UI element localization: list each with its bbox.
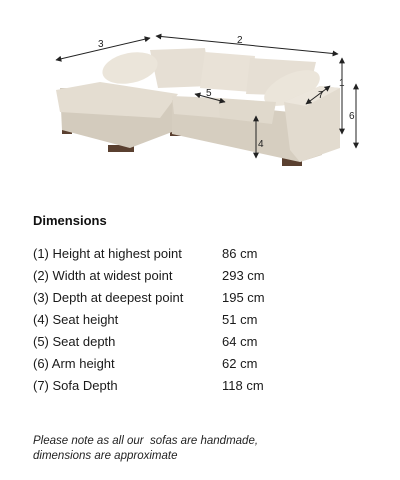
dimension-label: (4) Seat height bbox=[33, 312, 119, 327]
dimension-label: (6) Arm height bbox=[33, 356, 115, 371]
dimension-value: 62 cm bbox=[222, 356, 258, 371]
dimension-label: (1) Height at highest point bbox=[33, 246, 182, 261]
dimension-label: (5) Seat depth bbox=[33, 334, 116, 349]
back-cushion bbox=[200, 52, 255, 92]
dimension-value: 293 cm bbox=[222, 268, 265, 283]
dimension-label-5: 5 bbox=[206, 88, 212, 99]
dimension-label-1: 1 bbox=[339, 78, 345, 89]
dimension-label-3: 3 bbox=[98, 39, 104, 50]
handmade-note bbox=[33, 434, 363, 464]
note-line: Please note as all our sofas are handmade, bbox=[33, 435, 259, 447]
dimensions-heading: Dimensions bbox=[33, 213, 107, 228]
dimension-value: 86 cm bbox=[222, 246, 258, 261]
dimension-value: 64 cm bbox=[222, 334, 258, 349]
note-line: dimensions are approximate bbox=[33, 450, 178, 462]
dimension-value: 118 cm bbox=[222, 378, 264, 393]
sofa-illustration bbox=[56, 48, 340, 166]
dimension-label-2: 2 bbox=[237, 35, 243, 46]
dimension-value: 51 cm bbox=[222, 312, 258, 327]
dimension-label: (2) Width at widest point bbox=[33, 268, 173, 283]
dimension-value: 195 cm bbox=[222, 290, 265, 305]
sofa-dimension-diagram bbox=[0, 0, 400, 200]
dimension-label: (7) Sofa Depth bbox=[33, 378, 118, 393]
dimension-label-4: 4 bbox=[258, 139, 264, 150]
dimension-label-6: 6 bbox=[349, 111, 355, 122]
dimension-label-7: 7 bbox=[318, 90, 324, 101]
dimension-label: (3) Depth at deepest point bbox=[33, 290, 184, 305]
